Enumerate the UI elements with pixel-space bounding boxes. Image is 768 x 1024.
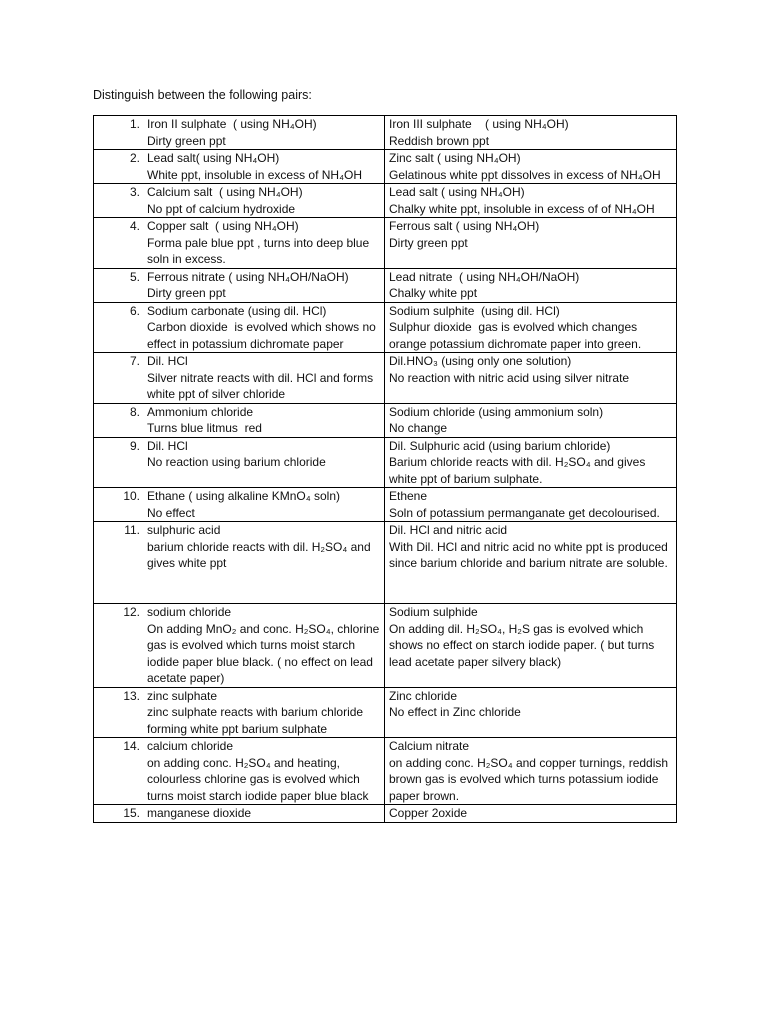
table-row [94,604,677,688]
table-row [94,805,677,823]
left-cell-content [98,353,381,403]
right-cell-text: Lead nitrate ( using NH₄OH/NaOH) Chalky white ppt [389,269,580,300]
right-cell [385,738,677,805]
left-cell [94,150,385,184]
right-cell-text: Ferrous salt ( using NH₄OH) Dirty green ppt [389,219,540,250]
left-cell-content [98,303,381,353]
row-number: 4. [129,219,140,233]
left-cell-content [98,604,381,687]
right-cell-text: Sodium sulphite (using dil. HCl) Sulphur dioxide gas is evolved which changes orange potassium dichromate paper into green. [389,303,642,351]
left-cell [94,184,385,218]
row-number: 2. [129,151,140,165]
left-cell-content [98,269,381,302]
left-cell-text: sulphuric acid barium chloride reacts with dil. H₂SO₄ and gives white ppt [147,523,371,570]
page-heading: Distinguish between the following pairs: [93,88,312,102]
row-number: 7. [129,354,140,368]
left-cell-text: Dil. HCl No reaction using barium chloride [147,438,326,469]
left-cell-content [98,116,381,149]
table-row [94,184,677,218]
right-cell-text: Ethene Soln of potassium permanganate get decolourised. [389,489,660,520]
row-number: 15. [123,806,140,820]
row-number: 6. [129,303,140,318]
row-number: 14. [123,739,140,753]
left-cell [94,522,385,604]
left-cell [94,437,385,488]
table-row [94,353,677,404]
pairs-table-body [94,116,677,823]
left-cell-text: Sodium carbonate (using dil. HCl) Carbon dioxide is evolved which shows no effect in potassium dichromate paper [147,303,376,351]
row-number: 13. [123,688,140,703]
row-number: 8. [129,404,140,419]
table-row [94,488,677,522]
left-cell-text: Iron II sulphate ( using NH₄OH) Dirty green ppt [147,117,317,148]
right-cell [385,403,677,437]
left-cell [94,687,385,738]
left-cell-content [98,218,381,268]
left-cell-text: Lead salt( using NH₄OH) White ppt, insoluble in excess of NH₄OH [147,151,362,182]
right-cell [385,604,677,688]
table-row [94,268,677,302]
table-row [94,437,677,488]
row-number: 10. [123,489,140,503]
right-cell-text: Dil. Sulphuric acid (using barium chloride) Barium chloride reacts with dil. H₂SO₄ and gives white ppt of barium sulphate. [389,438,646,486]
left-cell-content [98,805,381,822]
left-cell [94,403,385,437]
right-cell-text: Iron III sulphate ( using NH₄OH) Reddish brown ppt [389,117,569,148]
left-cell-text: Copper salt ( using NH₄OH) Forma pale blue ppt , turns into deep blue soln in excess. [147,219,370,266]
row-number: 12. [123,605,140,619]
right-cell-text: Sodium chloride (using ammonium soln) No change [389,404,604,435]
right-cell [385,218,677,269]
left-cell [94,268,385,302]
table-row [94,302,677,353]
left-cell-content [98,738,381,804]
right-cell-text: Copper 2oxide [389,806,468,820]
row-number: 11. [124,523,140,537]
right-cell [385,150,677,184]
left-cell-content [98,404,381,437]
left-cell-content [98,488,381,521]
left-cell [94,353,385,404]
pairs-table [93,115,677,823]
right-cell-text: Dil. HCl and nitric acid With Dil. HCl and nitric acid no white ppt is produced since barium chloride and barium nitrate are soluble. [389,523,668,570]
left-cell-text: Calcium salt ( using NH₄OH) No ppt of calcium hydroxide [147,185,303,216]
right-cell [385,116,677,150]
row-number: 3. [129,185,140,199]
left-cell-text: sodium chloride On adding MnO₂ and conc. H₂SO₄, chlorine gas is evolved which turns moist starch iodide paper blue black. ( no effect on lead acetate paper) [147,605,380,685]
left-cell-text: Ammonium chloride Turns blue litmus red [147,404,262,435]
right-cell [385,268,677,302]
table-row [94,522,677,604]
row-number: 5. [129,269,140,284]
left-cell [94,488,385,522]
left-cell-text: Ferrous nitrate ( using NH₄OH/NaOH) Dirty green ppt [147,269,349,300]
right-cell [385,437,677,488]
left-cell-content [98,688,381,738]
left-cell [94,738,385,805]
left-cell-text: manganese dioxide [147,806,252,820]
left-cell-text: Ethane ( using alkaline KMnO₄ soln) No effect [147,489,340,520]
table-row [94,687,677,738]
table-row [94,403,677,437]
right-cell-text: Dil.HNO₃ (using only one solution) No reaction with nitric acid using silver nitrate [389,354,630,385]
left-cell [94,218,385,269]
left-cell [94,805,385,823]
left-cell-content [98,438,381,471]
right-cell [385,488,677,522]
row-number: 1. [129,117,140,131]
right-cell-text: Sodium sulphide On adding dil. H₂SO₄, H₂S gas is evolved which shows no effect on starch iodide paper. ( but turns lead acetate paper silvery black) [389,605,655,669]
right-cell-text: Zinc salt ( using NH₄OH) Gelatinous white ppt dissolves in excess of NH₄OH [389,151,661,182]
left-cell [94,302,385,353]
table-row [94,738,677,805]
row-number: 9. [129,438,140,453]
right-cell-text: Zinc chloride No effect in Zinc chloride [389,688,521,719]
left-cell-text: Dil. HCl Silver nitrate reacts with dil. HCl and forms white ppt of silver chloride [147,354,374,401]
left-cell [94,604,385,688]
right-cell [385,184,677,218]
right-cell-text: Lead salt ( using NH₄OH) Chalky white ppt, insoluble in excess of of NH₄OH [389,185,655,216]
right-cell [385,353,677,404]
left-cell [94,116,385,150]
right-cell [385,805,677,823]
right-cell [385,522,677,604]
left-cell-text: zinc sulphate zinc sulphate reacts with barium chloride forming white ppt barium sulphate [147,688,364,736]
table-row [94,150,677,184]
table-row [94,218,677,269]
left-cell-content [98,522,381,572]
right-cell [385,687,677,738]
left-cell-content [98,184,381,217]
left-cell-text: calcium chloride on adding conc. H₂SO₄ and heating, colourless chlorine gas is evolved which turns moist starch iodide paper blue black [147,739,369,803]
table-row [94,116,677,150]
right-cell-text: Calcium nitrate on adding conc. H₂SO₄ and copper turnings, reddish brown gas is evolved which turns potassium iodide paper brown. [389,739,669,803]
left-cell-content [98,150,381,183]
right-cell [385,302,677,353]
